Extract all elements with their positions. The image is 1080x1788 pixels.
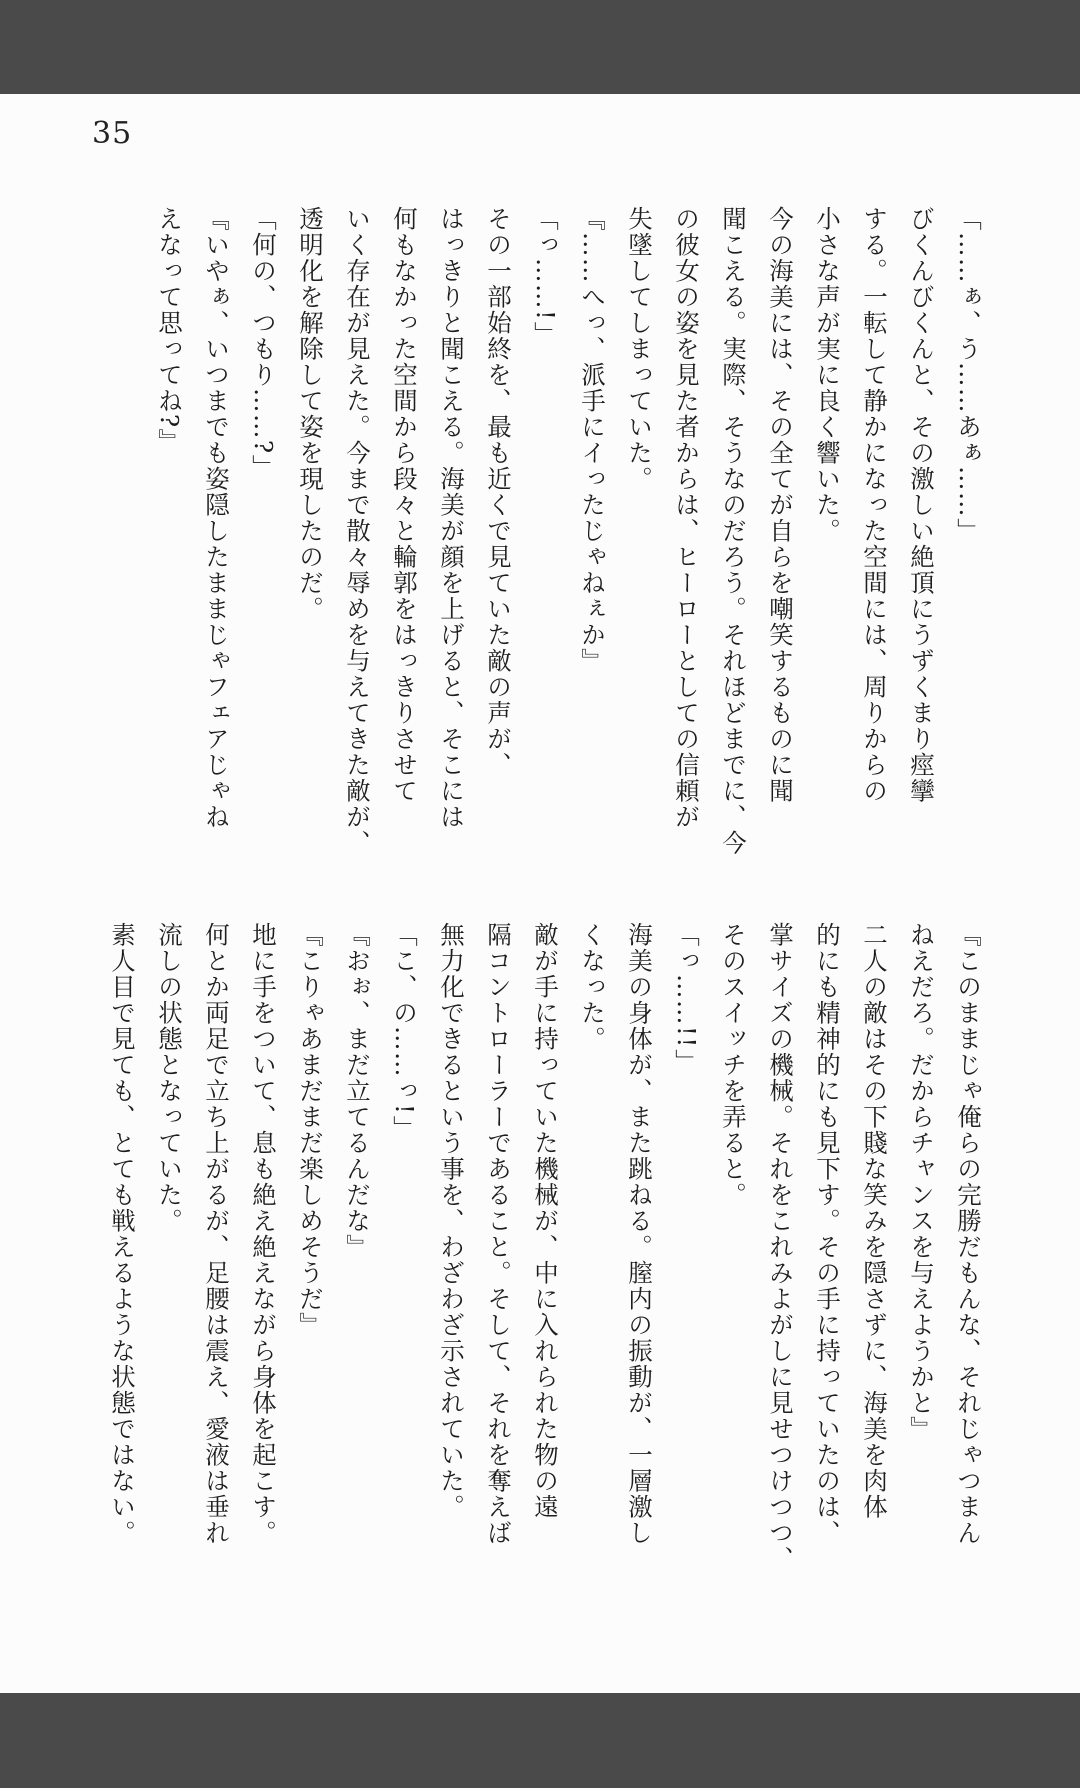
- text-line: えなって思ってね?』: [155, 206, 184, 455]
- text-line: その一部始終を、最も近くで見ていた敵の声が、: [484, 206, 513, 778]
- text-line: 隔コントローラーであること。そして、それを奪えば: [484, 922, 513, 1546]
- text-line: 『このままじゃ俺らの完勝だもんな、それじゃつまん: [954, 922, 983, 1546]
- text-line: 『おぉ、まだ立てるんだな』: [343, 922, 372, 1260]
- text-line: 無力化できるという事を、わざわざ示されていた。: [437, 922, 466, 1520]
- text-line: 素人目で見ても、とても戦えるような状態ではない。: [108, 922, 137, 1546]
- text-line: 地に手をついて、息も絶え絶えながら身体を起こす。: [249, 922, 278, 1546]
- text-line: 「こ、の……っ!」: [390, 922, 419, 1142]
- page-number: 35: [92, 116, 133, 151]
- text-line: 二人の敵はその下賤な笑みを隠さずに、海美を肉体: [860, 922, 889, 1520]
- text-line: 『いやぁ、いつまでも姿隠したままじゃフェアじゃね: [202, 206, 231, 830]
- text-line: 「……ぁ、う……あぁ……」: [954, 206, 983, 544]
- text-line: 透明化を解除して姿を現したのだ。: [296, 206, 325, 622]
- text-line: 敵が手に持っていた機械が、中に入れられた物の遠: [531, 922, 560, 1520]
- text-line: する。一転して静かになった空間には、周りからの: [860, 206, 889, 804]
- text-line: 「っ……!!」: [672, 922, 701, 1075]
- book-page: [0, 94, 1080, 1693]
- text-line: くなった。: [578, 922, 607, 1052]
- text-line: 掌サイズの機械。それをこれみよがしに見せつけつつ、: [766, 922, 795, 1572]
- text-line: 何もなかった空間から段々と輪郭をはっきりさせて: [390, 206, 419, 804]
- text-line: 失墜してしまっていた。: [625, 206, 654, 492]
- text-line: 『こりゃあまだまだ楽しめそうだ』: [296, 922, 325, 1338]
- text-line: ねえだろ。だからチャンスを与えようかと』: [907, 922, 936, 1442]
- text-line: 聞こえる。実際、そうなのだろう。それほどまでに、今: [719, 206, 748, 856]
- text-line: びくんびくんと、その激しい絶頂にうずくまり痙攣: [907, 206, 936, 804]
- reader-bottom-bar: [0, 1693, 1080, 1788]
- text-line: そのスイッチを弄ると。: [719, 922, 748, 1208]
- text-block-bottom: [99, 922, 992, 1662]
- text-line: 今の海美には、その全てが自らを嘲笑するものに聞: [766, 206, 795, 804]
- reader-top-bar: [0, 0, 1080, 94]
- text-line: 「っ……!」: [531, 206, 560, 348]
- text-line: いく存在が見えた。今まで散々辱めを与えてきた敵が、: [343, 206, 372, 856]
- text-line: の彼女の姿を見た者からは、ヒーローとしての信頼が: [672, 206, 701, 830]
- text-line: はっきりと聞こえる。海美が顔を上げると、そこには: [437, 206, 466, 830]
- text-line: 的にも精神的にも見下す。その手に持っていたのは、: [813, 922, 842, 1546]
- text-line: 流しの状態となっていた。: [155, 922, 184, 1234]
- text-line: 『……へっ、派手にイったじゃねぇか』: [578, 206, 607, 674]
- text-line: 小さな声が実に良く響いた。: [813, 206, 842, 544]
- text-block-top: [146, 206, 992, 986]
- text-line: 何とか両足で立ち上がるが、足腰は震え、愛液は垂れ: [202, 922, 231, 1546]
- text-line: 海美の身体が、また跳ねる。膣内の振動が、一層激し: [625, 922, 654, 1546]
- text-line: 「何の、つもり……?」: [249, 206, 278, 481]
